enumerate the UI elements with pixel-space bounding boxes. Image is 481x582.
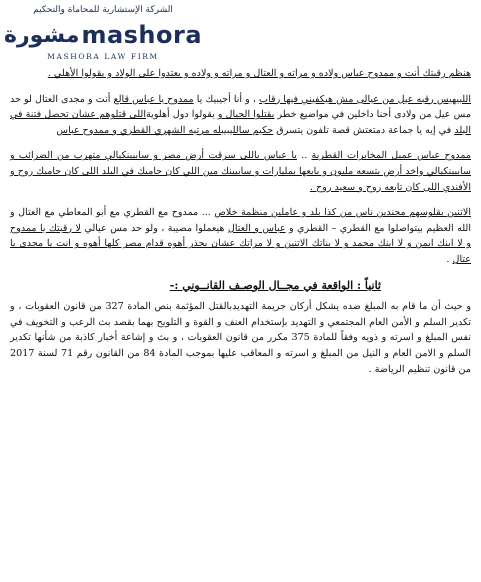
paragraph-5: و حيث أن ما قام به المبلغ ضده يشكل أركان جريمة التهديدبالقتل المؤثمة بنص المادة 327 من قانون العقوبات ، و تكدير السلم و الأمن العام المجتمعي و التهديد بإستخدام العنف و القوة و التلويح بهما بقصد بث الرعب و التخويف في نفس المبلغ و اسرته و ذويه وفقاً للمادة 375 مكرر من قانون العقوبات ، و بث و إشاعة أخبار كاذبة من شأنها تكدير السلم و الامن العام و النيل من المبلغ و اسرته و المعاقب عليها بموجب المادة 84 من القانون رقم 71 لسنة 2017 من قانون تنظيم الرياضة . [10,301,471,375]
paragraph-3 [10,148,471,195]
p4-segment-f: . [446,253,453,265]
p4-segment-c: عباس و العتال [227,222,286,234]
p2-segment-g: اللى قتلوهم عشان تحصل فتنة في البلد [10,109,471,136]
document-body [10,66,471,383]
firm-name-english: MASHORA LAW FIRM [47,52,159,61]
paragraph-1: هنظم رقبتك أنت و ممدوح عباس ولاده و مراته و العتال و مراته و ولاده و يعتدوا على الولاد و يقولوا الأهلي . [47,68,471,79]
p2-segment-f: يقولوا دول أهلوية [146,109,218,121]
p2-segment-e: يقتلوا الجيال و [217,109,275,121]
p2-segment-a: اللبيهيس رقبه عيل من عيالى مش هيكفيني فيها رقاب [259,93,471,105]
firm-name-arabic: الشركة الإستشارية للمحاماة والتحكيم [33,5,173,15]
p3-segment-c: يا عباس ياللى سرقت أرض مصر و سابيينكيالي متهرب من الضرائب و سابيينكيالي واخد أرض بتسعه مليون و بايعها بمليارات و سابيينك مين اللي كان حاميك في البلد اللى كان حاميك روح و الأفندي اللى كان تابعه روح و سعيد روح . [10,150,471,193]
letterhead [0,0,481,72]
p3-segment-b: .. [296,150,312,162]
p3-segment-a: ممدوح عباس عميل المخابرات القطرية [311,150,472,162]
mashora-logo [3,4,203,68]
logo-mark [3,18,203,52]
paragraph-4 [10,205,471,267]
p2-segment-b: ، و أنا أجيبيك يا [193,93,260,105]
p4-segment-b: ... ممدوح مع القطري مع أبو المعاطي مع العتال و الله العظيم بيتواصلوا مع القطري – القطري و [10,207,471,234]
p4-segment-a: الاتنين بقلوسهم مجندين ناس من كذا بلد و عاملين منظمة خلاص [214,207,471,219]
section-heading: ثانياً : الواقعة في مجــال الوصـف القانــوني :- [169,278,381,292]
p4-segment-d: هيعملوا مصيبة ، ولو حد مس عيالي [80,222,228,234]
p2-segment-h: في إيه يا جماعة دمتعتش قصة تلفون يتسرق [273,124,455,136]
p2-segment-i: حكيم سالليبيبله مرتبه الشهري القطري و ممدوح عباس [56,124,274,136]
logo-mark-arabic: مشورة [3,22,80,48]
p2-segment-c: ممدوح يا عباس قالع [113,93,194,105]
p2-segment-d: أنت و مجدى العتال لو حد مس عيل من ولادى أحنا داخلين في مواضيع خطر [10,93,471,121]
paragraph-2 [10,92,471,139]
p4-segment-e: لا رقبتك يا ممدوح و لا ابنك ايمن و لا ابنك محمد و لا بناتك الاتنين و لا مراتك عشان بحذر أهوه قدام مصر كلها أهوه و انت يا مجدى يا عتال [10,222,471,265]
logo-mark-english: mashora [81,21,203,49]
